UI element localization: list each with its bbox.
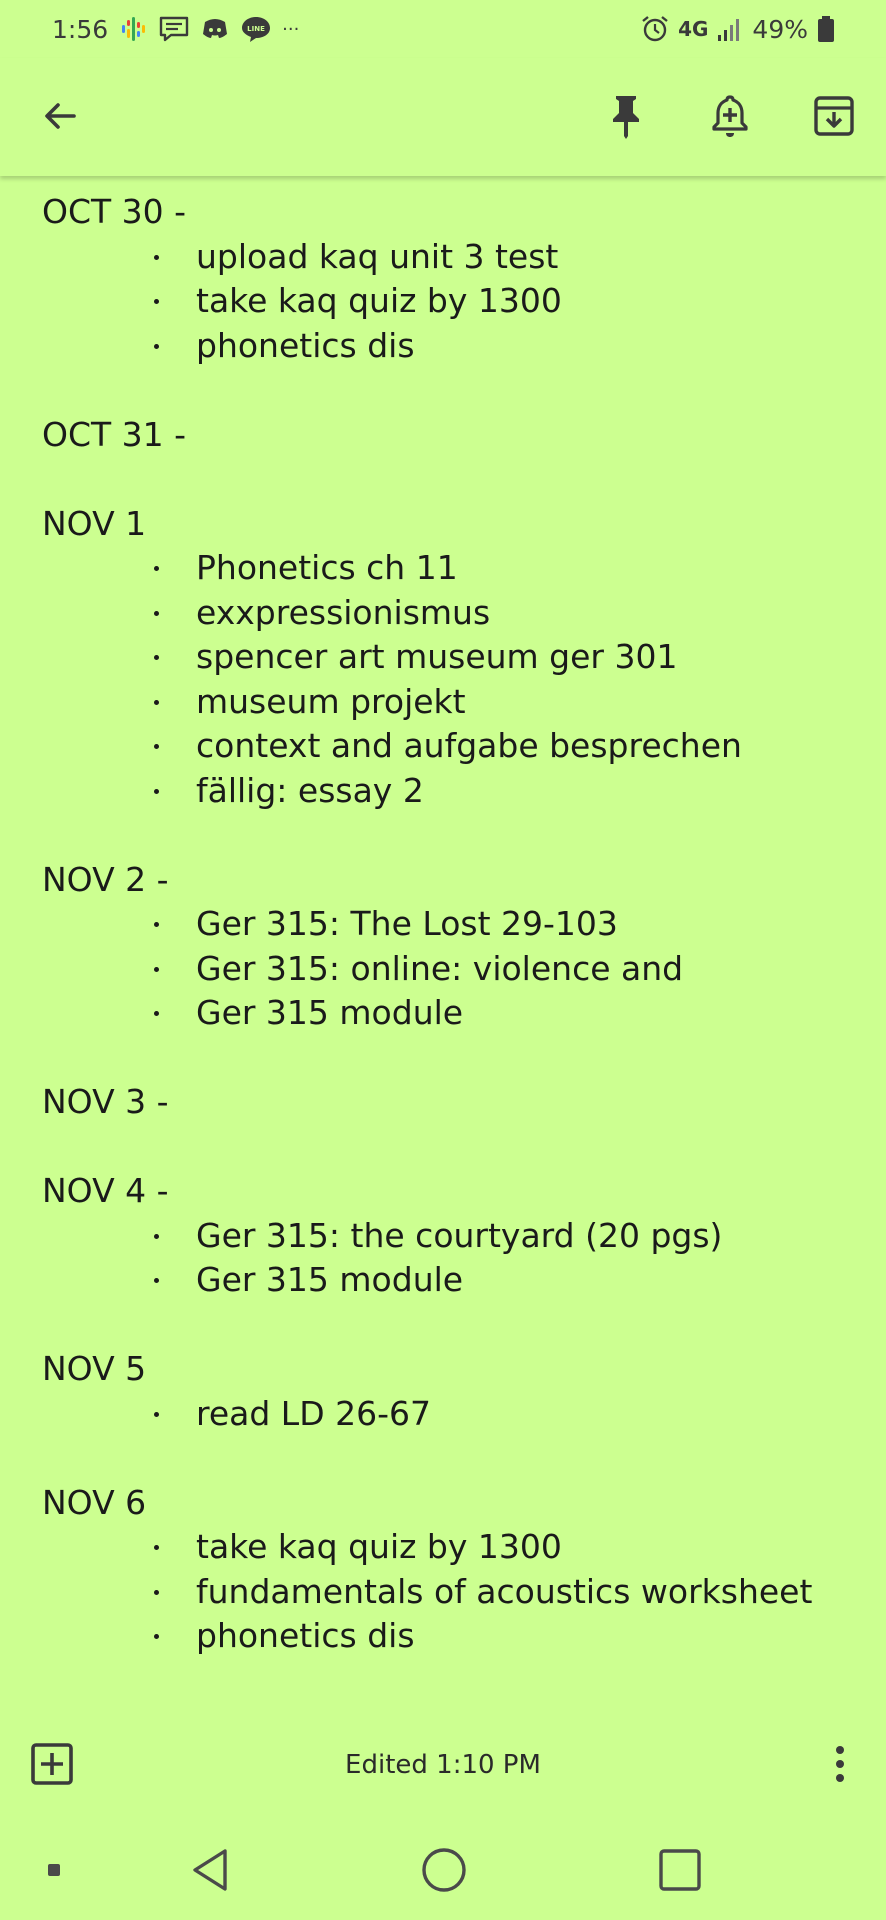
more-notifications: ··· xyxy=(282,18,300,40)
bullet-item: Phonetics ch 11 xyxy=(154,546,886,591)
nav-recents-button[interactable] xyxy=(648,1838,712,1902)
bullet-list xyxy=(42,1214,886,1303)
bullet-item: Ger 315: the courtyard (20 pgs) xyxy=(154,1214,886,1259)
bullet-item: phonetics dis xyxy=(154,1614,886,1659)
bullet-item: museum projekt xyxy=(154,680,886,725)
date-heading: NOV 3 - xyxy=(42,1082,169,1121)
bullet-item: Ger 315: online: violence and xyxy=(154,947,886,992)
status-time: 1:56 xyxy=(52,14,109,44)
status-bar xyxy=(0,0,886,58)
blank-line xyxy=(42,1303,886,1348)
date-heading: OCT 30 - xyxy=(42,192,187,231)
bullet-item: fundamentals of acoustics worksheet xyxy=(154,1570,886,1615)
note-content[interactable] xyxy=(0,180,886,1710)
bullet-item: fällig: essay 2 xyxy=(154,769,886,814)
line-icon xyxy=(240,14,272,44)
system-nav-bar xyxy=(0,1820,886,1920)
square-recents-icon xyxy=(655,1845,705,1895)
svg-text:LINE: LINE xyxy=(247,25,265,33)
blank-line xyxy=(42,1436,886,1481)
bullet-item: read LD 26-67 xyxy=(154,1392,886,1437)
reminder-button[interactable] xyxy=(700,86,760,146)
message-icon xyxy=(158,14,190,44)
bullet-item: Ger 315: The Lost 29-103 xyxy=(154,902,886,947)
nav-back-button[interactable] xyxy=(178,1838,242,1902)
network-type: 4G xyxy=(678,17,709,41)
status-right xyxy=(640,14,886,44)
bullet-list xyxy=(42,902,886,1036)
archive-icon xyxy=(812,94,856,138)
nav-home-button[interactable] xyxy=(412,1838,476,1902)
pin-button[interactable] xyxy=(596,86,656,146)
arrow-left-icon xyxy=(40,96,80,136)
discord-icon xyxy=(200,14,230,44)
bullet-item: spencer art museum ger 301 xyxy=(154,635,886,680)
bullet-item: exxpressionismus xyxy=(154,591,886,636)
bullet-item: upload kaq unit 3 test xyxy=(154,235,886,280)
podcasts-icon xyxy=(118,14,148,44)
bullet-item: Ger 315 module xyxy=(154,991,886,1036)
blank-line xyxy=(42,1036,886,1081)
date-heading: NOV 4 - xyxy=(42,1171,169,1210)
bullet-item: phonetics dis xyxy=(154,324,886,369)
blank-line xyxy=(42,813,886,858)
circle-home-icon xyxy=(419,1845,469,1895)
note-body[interactable] xyxy=(0,180,886,1659)
note-toolbar xyxy=(0,58,886,176)
bell-plus-icon xyxy=(709,93,751,139)
bullet-item: Ger 315 module xyxy=(154,1258,886,1303)
bullet-list xyxy=(42,1525,886,1659)
blank-line xyxy=(42,457,886,502)
bullet-list xyxy=(42,546,886,813)
pin-icon xyxy=(606,93,646,139)
date-heading: NOV 6 xyxy=(42,1482,147,1522)
status-left xyxy=(0,14,299,44)
archive-button[interactable] xyxy=(804,86,864,146)
bullet-list xyxy=(42,235,886,369)
more-vert-icon xyxy=(822,1740,858,1788)
small-square-icon xyxy=(44,1860,64,1880)
bottom-bar xyxy=(0,1726,886,1806)
bullet-item: take kaq quiz by 1300 xyxy=(154,1525,886,1570)
battery-percent: 49% xyxy=(752,14,808,44)
more-options-button[interactable] xyxy=(822,1740,858,1788)
bullet-item: context and aufgabe besprechen xyxy=(154,724,886,769)
date-heading: OCT 31 - xyxy=(42,414,187,454)
battery-icon xyxy=(816,14,836,44)
date-heading: NOV 1 xyxy=(42,503,147,543)
alarm-icon xyxy=(640,14,670,44)
date-heading: NOV 2 - xyxy=(42,859,169,899)
blank-line xyxy=(42,368,886,413)
signal-icon xyxy=(716,15,744,43)
date-heading: NOV 5 xyxy=(42,1349,147,1388)
bullet-item: take kaq quiz by 1300 xyxy=(154,279,886,324)
edited-timestamp: Edited 1:10 PM xyxy=(345,1750,541,1780)
triangle-back-icon xyxy=(185,1845,235,1895)
back-button[interactable] xyxy=(30,86,90,146)
blank-line xyxy=(42,1125,886,1170)
bullet-list xyxy=(42,1392,886,1437)
nav-dot-button[interactable] xyxy=(22,1838,86,1902)
